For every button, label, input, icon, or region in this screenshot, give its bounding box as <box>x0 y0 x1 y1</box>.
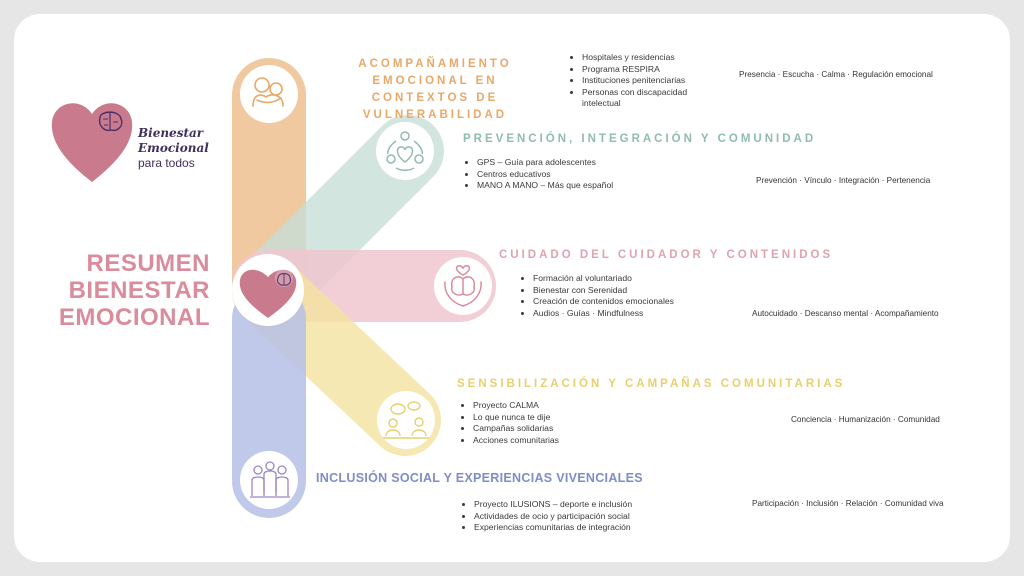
logo-heart-icon <box>52 103 132 182</box>
brand-logo-text <box>138 126 209 171</box>
section-1-heading <box>307 56 563 124</box>
list-item: • Personas con discapacidad intelectual <box>582 87 722 110</box>
icon-circle-4 <box>377 391 435 449</box>
main-title-line-2: BIENESTAR <box>68 277 210 304</box>
list-item: • Proyecto ILUSIONS – deporte e inclusión <box>474 499 694 511</box>
list-item: • Instituciones penitenciarias <box>582 75 722 87</box>
section-5-heading: INCLUSIÓN SOCIAL Y EXPERIENCIAS VIVENCIALES <box>316 471 643 485</box>
section-5-tags: Participación · Inclusión · Relación · Comunidad viva <box>752 499 944 508</box>
main-title-line-1: RESUMEN <box>86 250 210 277</box>
brand-line-1: Bienestar <box>138 126 204 140</box>
main-title <box>30 250 210 331</box>
section-1-heading-line-2: CONTEXTOS DE VULNERABILIDAD <box>362 92 508 121</box>
section-2-heading: PREVENCIÓN, INTEGRACIÓN Y COMUNIDAD <box>463 133 817 145</box>
list-item: • Formación al voluntariado <box>533 273 733 285</box>
list-item: • Campañas solidarias <box>473 423 673 435</box>
list-item: • Acciones comunitarias <box>473 435 673 447</box>
list-item: • Bienestar con Serenidad <box>533 285 733 297</box>
main-title-line-3: EMOCIONAL <box>58 304 210 331</box>
list-item: • Proyecto CALMA <box>473 400 673 412</box>
section-4-heading: SENSIBILIZACIÓN Y CAMPAÑAS COMUNITARIAS <box>457 378 846 390</box>
section-4-list <box>459 400 673 446</box>
section-3-tags: Autocuidado · Descanso mental · Acompañamiento <box>752 309 939 318</box>
list-item: • Centros educativos <box>477 169 677 181</box>
section-2-tags: Prevención · Vínculo · Integración · Pertenencia <box>756 176 931 185</box>
list-item: • Experiencias comunitarias de integración <box>474 522 694 534</box>
section-5-list <box>460 499 694 534</box>
icon-circle-5 <box>240 451 298 509</box>
list-item: • Audios · Guías · Mindfulness <box>533 308 733 320</box>
section-4-tags: Conciencia · Humanización · Comunidad <box>791 415 940 424</box>
icon-circle-1 <box>240 65 298 123</box>
list-item: • Lo que nunca te dije <box>473 412 673 424</box>
section-3-heading: CUIDADO DEL CUIDADOR Y CONTENIDOS <box>499 249 834 261</box>
section-3-list <box>519 273 733 319</box>
section-1-heading-line-1: ACOMPAÑAMIENTO EMOCIONAL EN <box>358 58 512 87</box>
section-1-list <box>568 52 722 110</box>
list-item: • MANO A MANO – Más que español <box>477 180 677 192</box>
brand-line-2: Emocional <box>138 141 209 155</box>
list-item: • Programa RESPIRA <box>582 64 722 76</box>
icon-circle-2 <box>376 122 434 180</box>
list-item: • Hospitales y residencias <box>582 52 722 64</box>
list-item: • GPS – Guía para adolescentes <box>477 157 677 169</box>
list-item: • Creación de contenidos emocionales <box>533 296 733 308</box>
list-item: • Actividades de ocio y participación social <box>474 511 694 523</box>
section-2-list <box>463 157 677 192</box>
brand-line-3: para todos <box>138 156 195 170</box>
section-1-tags: Presencia · Escucha · Calma · Regulación emocional <box>739 70 933 79</box>
